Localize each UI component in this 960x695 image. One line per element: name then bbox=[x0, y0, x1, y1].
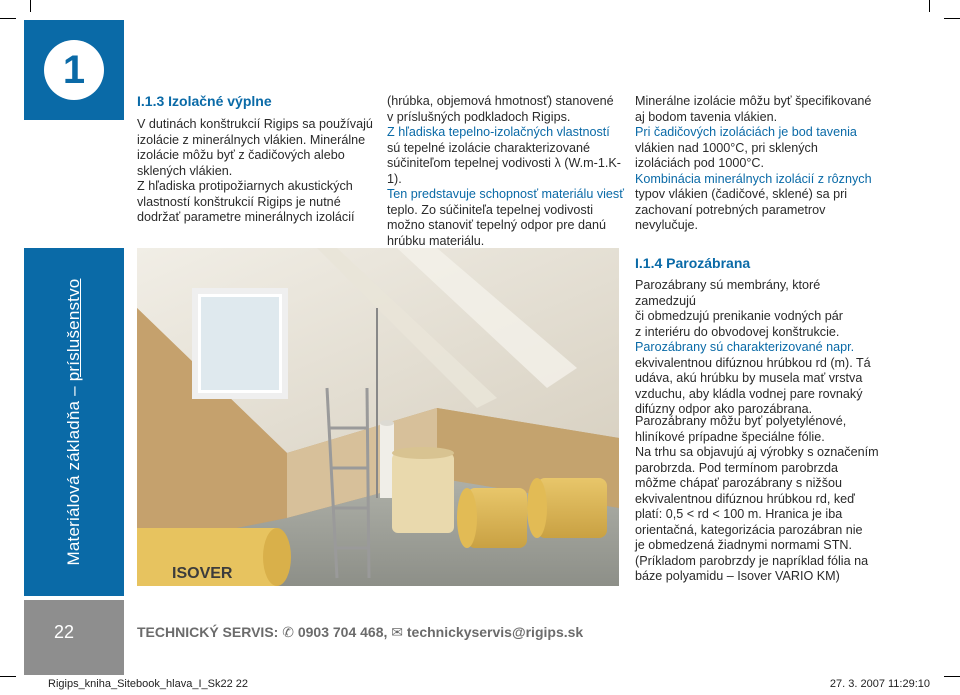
text-line: nevylučuje. bbox=[635, 218, 699, 232]
page-number: 22 bbox=[53, 622, 75, 642]
text-line: Minerálne izolácie môžu byť špecifikované bbox=[635, 94, 872, 108]
text-line: Kombinácia minerálnych izolácií z rôznych bbox=[635, 171, 872, 186]
text-line: z interiéru do obvodovej konštrukcie. bbox=[635, 324, 840, 339]
text-line: dodržať parametre minerálnych izolácií bbox=[137, 210, 355, 224]
text-line: ekvivalentnou difúznou hrúbkou rd, keď bbox=[635, 491, 855, 506]
service-email[interactable]: technickyservis@rigips.sk bbox=[406, 624, 584, 640]
photo-illustration bbox=[137, 248, 619, 586]
technical-service-line bbox=[137, 624, 583, 641]
text-line: ekvivalentnou difúznou hrúbkou rd (m). Tá bbox=[635, 355, 871, 370]
text-line: zachovaní potrebných parametrov bbox=[635, 202, 826, 217]
text-line: v príslušných podkladoch Rigips. bbox=[387, 109, 571, 124]
text-line: Parozábrany sú membrány, ktoré zamedzujú bbox=[635, 278, 821, 308]
text-line: Z hľadiska protipožiarnych akustických bbox=[137, 179, 353, 193]
text-line: orientačná, kategorizácia parozábran nie bbox=[635, 522, 863, 537]
file-name: Rigips_kniha_Sitebook_hlava_I_Sk22 22 bbox=[48, 678, 248, 690]
text-line: udáva, akú hrúbku by musela mať vrstva bbox=[635, 371, 863, 385]
section-label-sub: príslušenstvo bbox=[64, 278, 83, 382]
service-label: TECHNICKÝ SERVIS: bbox=[137, 624, 279, 640]
text-line: sú tepelné izolácie charakterizované bbox=[387, 140, 591, 155]
section-heading-parozabrana: I.1.4 Parozábrana bbox=[635, 255, 751, 271]
text-line: V dutinách konštrukcií Rigips sa používajú bbox=[137, 117, 373, 131]
text-line: aj bodom tavenia vlákien. bbox=[635, 109, 778, 124]
text-line: sklených vlákien. bbox=[137, 163, 233, 178]
text-line: vlastností konštrukcií Rigips je nutné bbox=[137, 194, 341, 209]
chapter-number: 1 bbox=[44, 40, 104, 100]
section-label bbox=[64, 279, 84, 566]
phone-icon: ✆ bbox=[282, 624, 294, 640]
text-line: platí: 0,5 < rd < 100 m. Hranica je iba bbox=[635, 507, 843, 521]
crop-mark bbox=[944, 18, 960, 19]
text-line: parobrzda. Pod termínom parobrzda bbox=[635, 460, 839, 475]
text-line: vzduchu, aby kládla vodnej pare rovnaký bbox=[635, 386, 863, 401]
text-line: Pri čadičových izoláciách je bod tavenia bbox=[635, 125, 857, 139]
text-line: či obmedzujú prenikanie vodných pár bbox=[635, 309, 843, 323]
text-line: typov vlákien (čadičové, sklené) sa pri bbox=[635, 187, 848, 201]
text-line: súčiniteľom tepelnej vodivosti λ (W.m-1.K-1). bbox=[387, 156, 621, 186]
text-line: izolácie môžu byť z čadičových alebo bbox=[137, 148, 345, 162]
section-label-main: Materiálová základňa – bbox=[64, 381, 83, 566]
crop-mark bbox=[929, 0, 930, 12]
crop-mark bbox=[0, 18, 16, 19]
print-slug bbox=[0, 676, 960, 695]
col3-top-paragraph bbox=[635, 94, 880, 234]
text-line: difúzny odpor ako parozábrana. bbox=[635, 402, 813, 416]
col3-para2 bbox=[635, 414, 880, 585]
service-phone: 0903 704 468, bbox=[297, 624, 388, 640]
text-line: teplo. Zo súčiniteľa tepelnej vodivosti bbox=[387, 202, 593, 217]
col1-paragraph bbox=[137, 117, 377, 226]
insulation-bag-label: ISOVER bbox=[172, 565, 233, 582]
text-line: môžme chápať parozábrany s nižšou bbox=[635, 476, 843, 490]
text-line: Parozábrany môžu byť polyetylénové, bbox=[635, 414, 847, 428]
text-line: Z hľadiska tepelno-izolačných vlastností bbox=[387, 125, 610, 139]
col2-paragraph bbox=[387, 94, 627, 249]
text-line: je obmedzená žiadnymi normami STN. bbox=[635, 538, 852, 552]
col3-para1 bbox=[635, 278, 880, 418]
text-line: hrúbku materiálu. bbox=[387, 233, 485, 248]
mail-icon: ✉ bbox=[391, 624, 403, 640]
text-line: báze polyamidu – Isover VARIO KM) bbox=[635, 569, 840, 583]
attic-insulation-photo bbox=[137, 248, 619, 586]
text-line: Parozábrany sú charakterizované napr. bbox=[635, 340, 855, 354]
text-line: izoláciách pod 1000°C. bbox=[635, 156, 764, 170]
section-heading-izolacne-vyplne: I.1.3 Izolačné výplne bbox=[137, 93, 272, 109]
text-line: Na trhu sa objavujú aj výrobky s označením bbox=[635, 445, 879, 459]
text-line: izolácie z minerálnych vlákien. Minerálne bbox=[137, 132, 366, 147]
text-line: možno stanoviť tepelný odpor pre danú bbox=[387, 218, 606, 232]
crop-mark bbox=[30, 0, 31, 12]
text-line: hliníkové prípadne špeciálne fólie. bbox=[635, 429, 825, 444]
text-line: (hrúbka, objemová hmotnosť) stanovené bbox=[387, 94, 614, 108]
text-line: vlákien nad 1000°C, pri sklených bbox=[635, 140, 818, 155]
text-line: Ten predstavuje schopnosť materiálu viesť bbox=[387, 187, 624, 201]
print-timestamp: 27. 3. 2007 11:29:10 bbox=[829, 678, 930, 690]
text-line: (Príkladom parobrzdy je napríklad fólia na bbox=[635, 553, 869, 568]
